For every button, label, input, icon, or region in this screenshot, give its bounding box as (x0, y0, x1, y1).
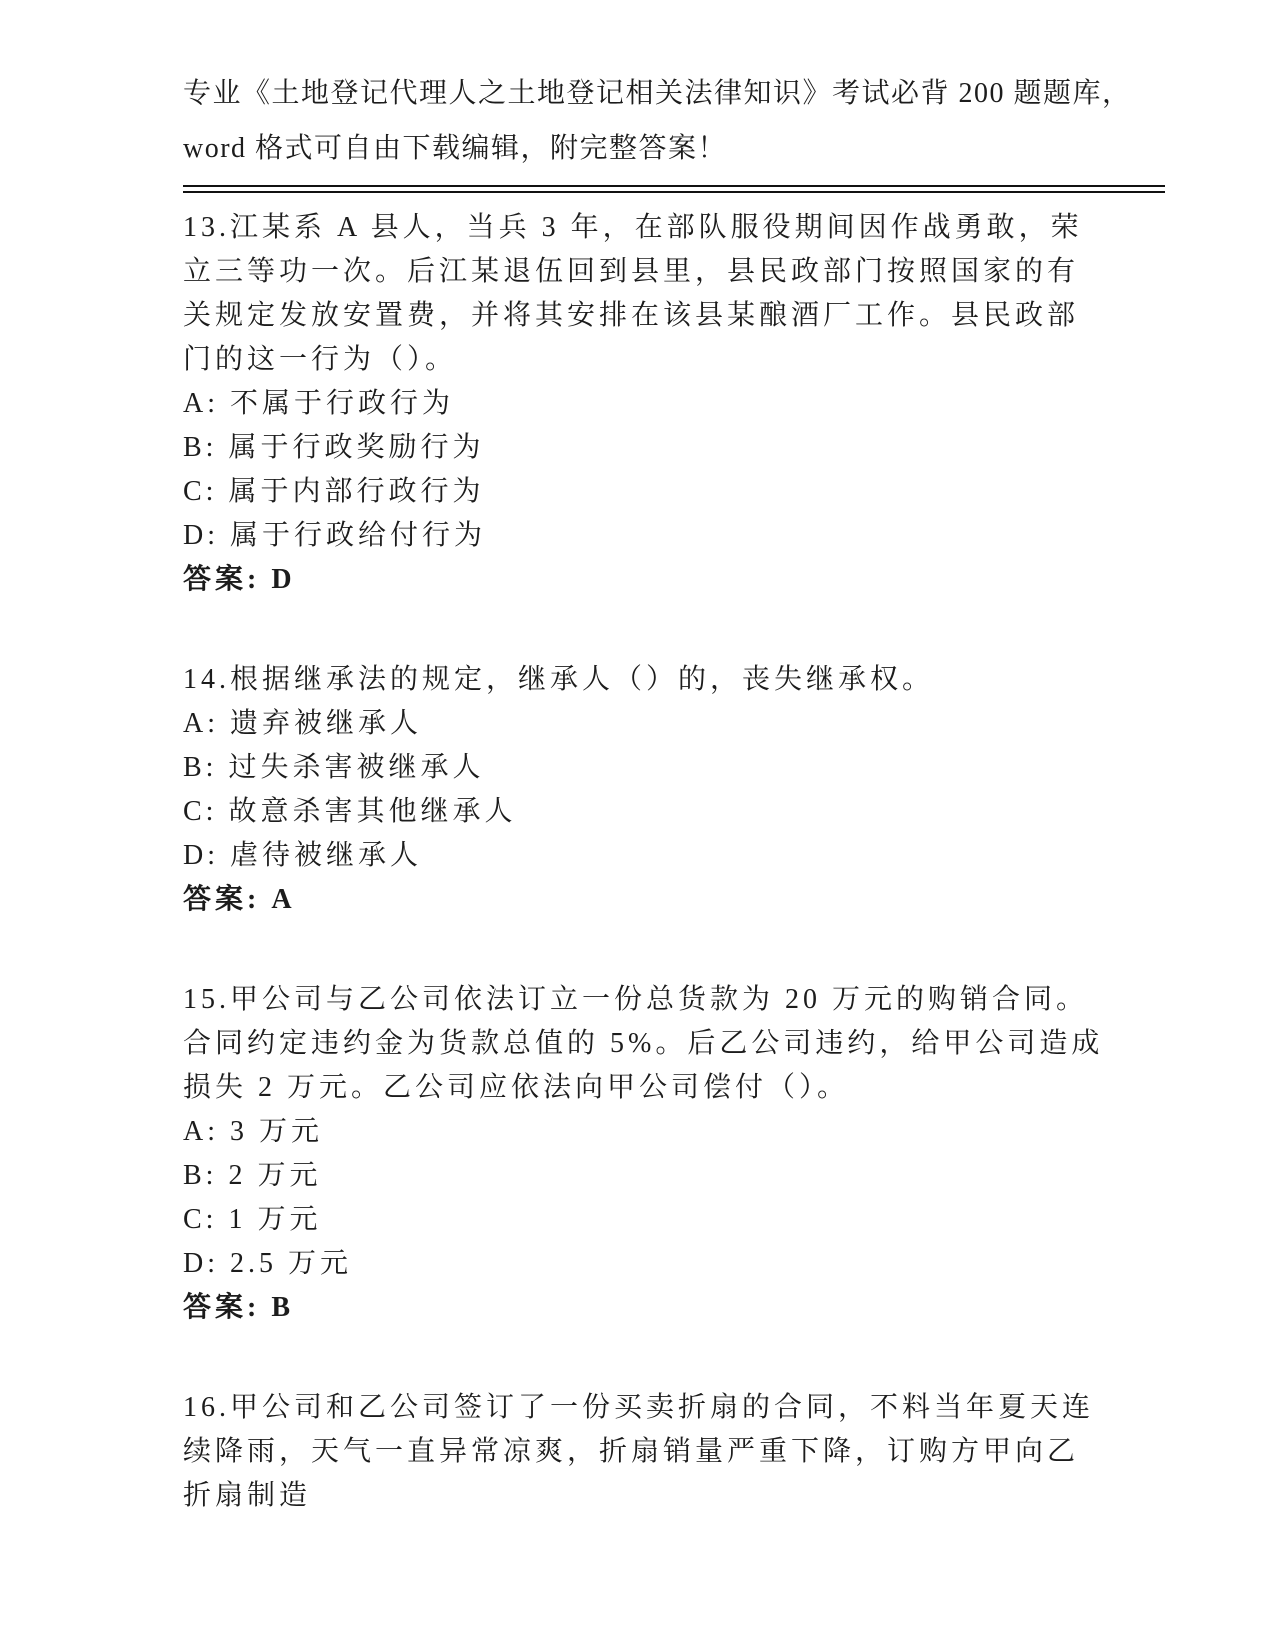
answer-line: 答案: D (183, 564, 296, 595)
option-d: D: 2.5 万元 (183, 1248, 353, 1279)
option-a: A: 3 万元 (183, 1116, 324, 1147)
option-a: A: 不属于行政行为 (183, 388, 455, 419)
option-c: C: 故意杀害其他继承人 (183, 796, 517, 827)
question-stem: 14.根据继承法的规定，继承人（）的，丧失继承权。 (183, 664, 935, 695)
option-d: D: 虐待被继承人 (183, 840, 423, 871)
question-stem: 16.甲公司和乙公司签订了一份买卖折扇的合同，不料当年夏天连续降雨，天气一直异常凉爽，折扇销量严重下降，订购方甲向乙折扇制造 (183, 1392, 1095, 1511)
header-text: 专业《土地登记代理人之土地登记相关法律知识》考试必背 200 题题库，word 格式可自由下载编辑，附完整答案！ (183, 78, 1132, 164)
page-header (0, 0, 1275, 193)
option-b: B: 属于行政奖励行为 (183, 432, 485, 463)
question-13 (183, 206, 1105, 602)
question-stem: 15.甲公司与乙公司依法订立一份总货款为 20 万元的购销合同。合同约定违约金为货款总值的 5%。后乙公司违约，给甲公司造成损失 2 万元。乙公司应依法向甲公司偿付（）。 (183, 984, 1104, 1103)
question-15 (183, 978, 1105, 1330)
option-b: B: 2 万元 (183, 1160, 322, 1191)
option-c: C: 属于内部行政行为 (183, 476, 485, 507)
option-d: D: 属于行政给付行为 (183, 520, 487, 551)
question-stem: 13.江某系 A 县人，当兵 3 年，在部队服役期间因作战勇敢，荣立三等功一次。后江某退伍回到县里，县民政部门按照国家的有关规定发放安置费，并将其安排在该县某酿酒厂工作。县民政部门的这一行为（）。 (183, 212, 1083, 375)
option-a: A: 遗弃被继承人 (183, 708, 423, 739)
header-divider-rule (183, 185, 1165, 193)
question-list (0, 193, 1275, 1518)
option-b: B: 过失杀害被继承人 (183, 752, 485, 783)
answer-line: 答案: A (183, 884, 296, 915)
option-c: C: 1 万元 (183, 1204, 322, 1235)
answer-line: 答案: B (183, 1292, 295, 1323)
question-16-truncated (183, 1386, 1105, 1518)
question-14 (183, 658, 1105, 922)
